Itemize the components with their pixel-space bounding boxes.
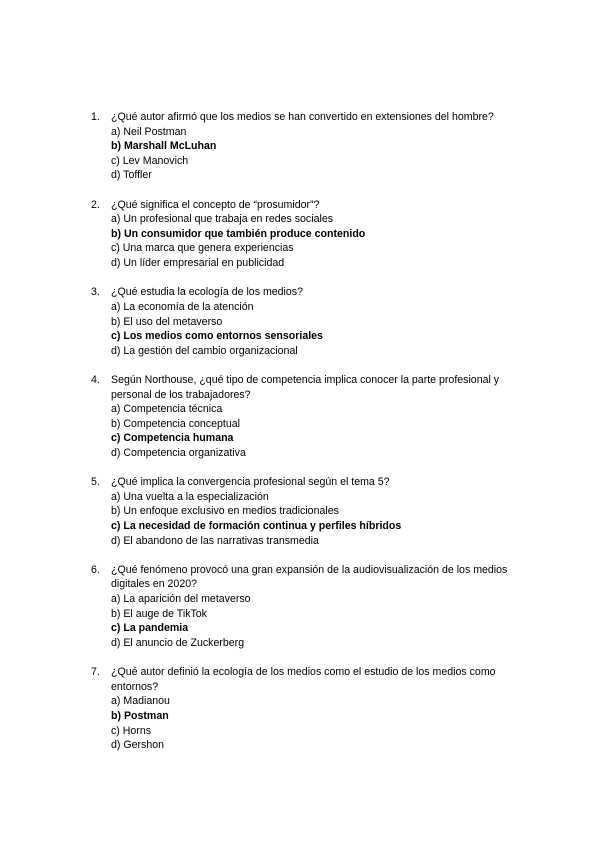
question-list xyxy=(91,110,531,767)
correct-answer-option: c) La necesidad de formación continua y perfiles híbridos xyxy=(111,520,402,532)
question-item xyxy=(91,475,531,548)
answer-options xyxy=(111,694,531,752)
answer-option: a) Competencia técnica xyxy=(111,403,223,416)
question-number: 1. xyxy=(91,111,100,123)
correct-answer-option: c) Competencia humana xyxy=(111,432,234,445)
answer-option: d) Competencia organizativa xyxy=(111,446,246,459)
question-text: ¿Qué fenómeno provocó una gran expansión de la audiovisualización de los medios digitales en 2020? xyxy=(111,563,508,591)
correct-answer-option: c) Los medios como entornos sensoriales xyxy=(111,330,323,343)
answer-option: a) La economía de la atención xyxy=(111,300,254,313)
question-text: ¿Qué estudia la ecología de los medios? xyxy=(111,286,303,299)
answer-option: d) Gershon xyxy=(111,739,164,752)
answer-option: a) Una vuelta a la especialización xyxy=(111,490,269,503)
question-item xyxy=(91,563,531,651)
question-text: ¿Qué autor afirmó que los medios se han convertido en extensiones del hombre? xyxy=(111,111,494,123)
answer-option: a) Madianou xyxy=(111,695,170,708)
correct-answer-option: b) Postman xyxy=(111,709,169,722)
question-item xyxy=(91,665,531,753)
question-item xyxy=(91,285,531,358)
question-number: 6. xyxy=(91,563,100,576)
question-number: 4. xyxy=(91,373,100,386)
answer-options xyxy=(111,300,531,358)
answer-options xyxy=(111,592,531,650)
answer-options xyxy=(111,125,531,183)
answer-option: d) El anuncio de Zuckerberg xyxy=(111,636,245,649)
question-item xyxy=(91,198,531,271)
answer-option: d) Toffler xyxy=(111,169,152,182)
question-text: ¿Qué significa el concepto de “prosumidor”? xyxy=(111,198,320,211)
answer-options xyxy=(111,490,531,548)
answer-option: d) La gestión del cambio organizacional xyxy=(111,344,298,357)
correct-answer-option: b) Marshall McLuhan xyxy=(111,140,217,153)
question-item xyxy=(91,110,531,183)
question-number: 7. xyxy=(91,666,100,679)
question-text: ¿Qué implica la convergencia profesional según el tema 5? xyxy=(111,476,390,489)
question-number: 2. xyxy=(91,198,100,211)
question-text: Según Northouse, ¿qué tipo de competencia implica conocer la parte profesional y personal de los trabajadores? xyxy=(111,373,500,401)
correct-answer-option: b) Un consumidor que también produce contenido xyxy=(111,227,366,240)
answer-options xyxy=(111,402,531,460)
question-text: ¿Qué autor definió la ecología de los medios como el estudio de los medios como entornos? xyxy=(111,666,496,693)
answer-option: b) Competencia conceptual xyxy=(111,417,240,430)
answer-option: a) Un profesional que trabaja en redes sociales xyxy=(111,213,334,226)
question-number: 5. xyxy=(91,476,100,489)
answer-option: a) Neil Postman xyxy=(111,125,187,138)
answer-option: b) El uso del metaverso xyxy=(111,315,223,328)
question-number: 3. xyxy=(91,286,100,299)
question-item xyxy=(91,373,531,461)
answer-option: c) Lev Manovich xyxy=(111,154,189,167)
answer-option: b) El auge de TikTok xyxy=(111,607,207,620)
answer-option: c) Horns xyxy=(111,724,152,737)
answer-options xyxy=(111,212,531,270)
answer-option: a) La aparición del metaverso xyxy=(111,593,251,606)
answer-option: d) El abandono de las narrativas transmedia xyxy=(111,534,319,547)
answer-option: c) Una marca que genera experiencias xyxy=(111,242,294,255)
correct-answer-option: c) La pandemia xyxy=(111,622,189,635)
answer-option: b) Un enfoque exclusivo en medios tradicionales xyxy=(111,505,339,518)
answer-option: d) Un líder empresarial en publicidad xyxy=(111,257,285,270)
